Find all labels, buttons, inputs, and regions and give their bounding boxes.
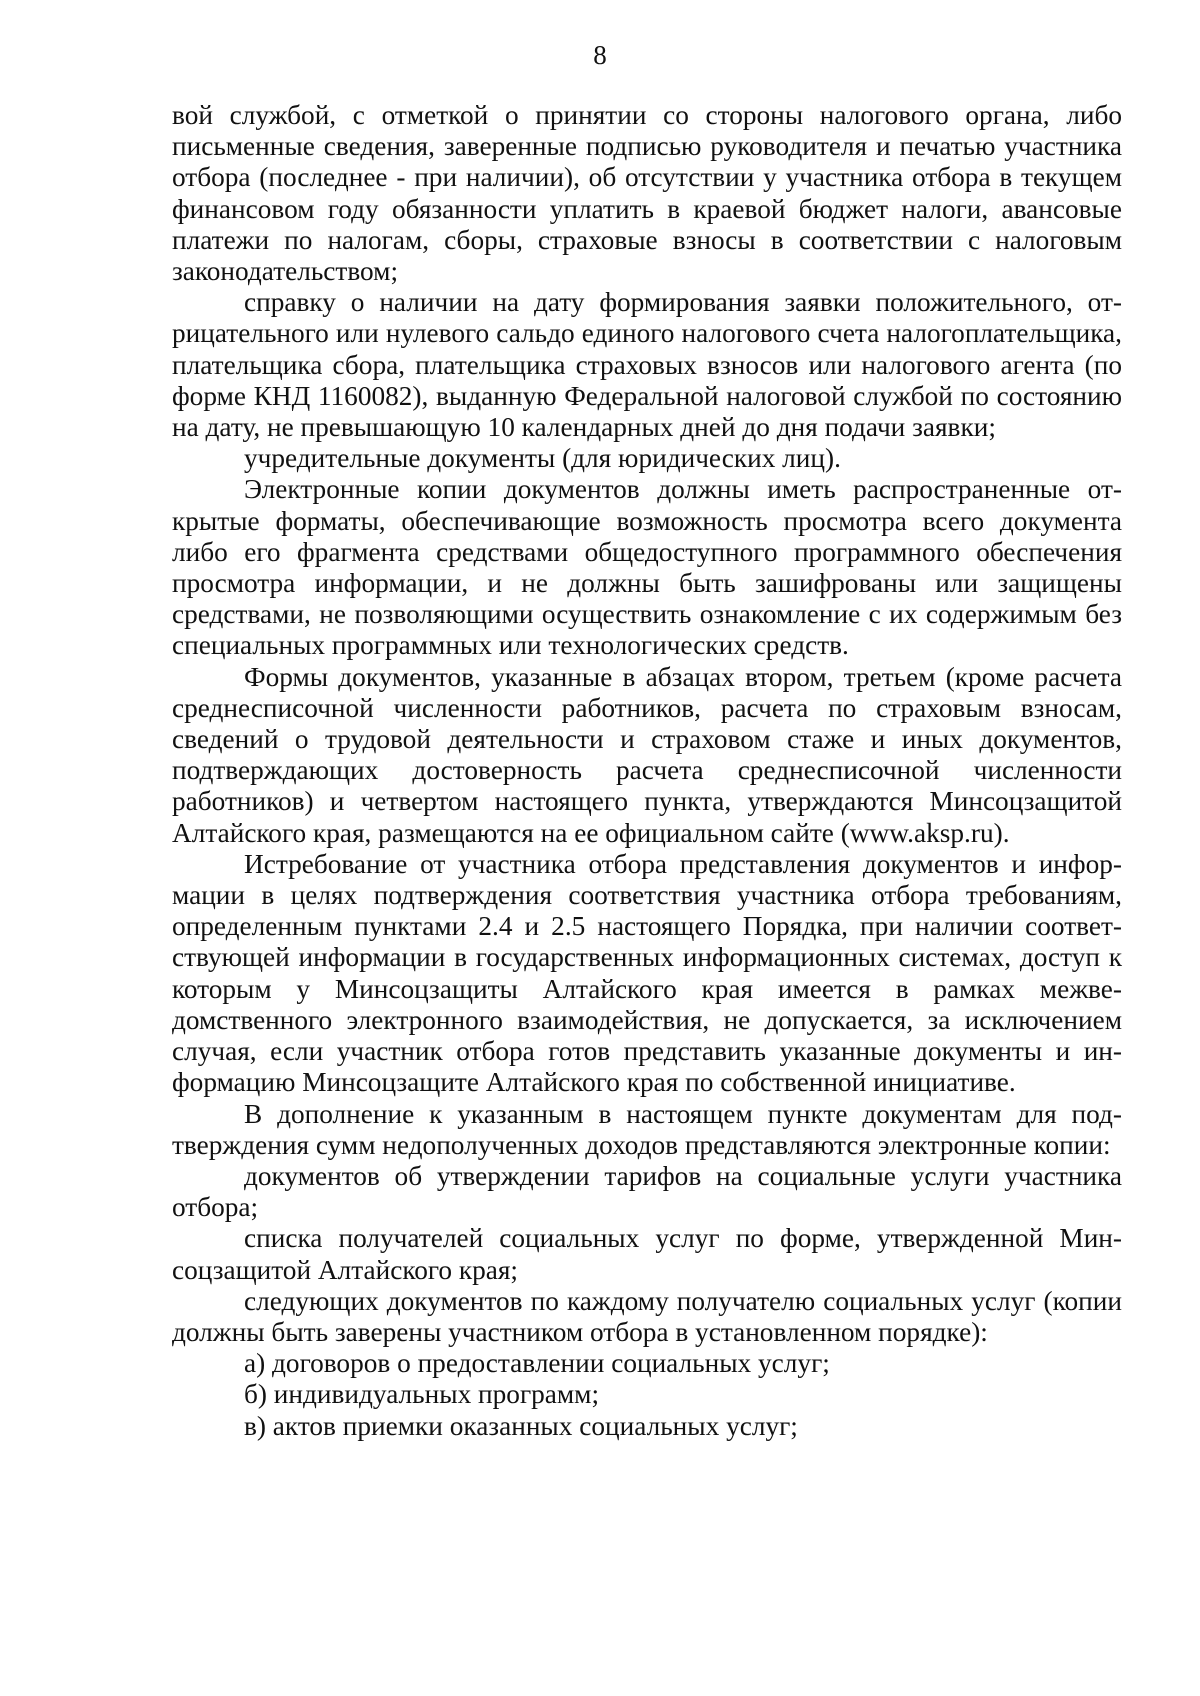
list-item-contracts: а) договоров о предоставлении социальных услуг;: [244, 1348, 830, 1379]
paragraph-per-recipient-documents: следующих документов по каждому получателю социальных услуг (копии должны быть заверены участником отбора в установленном порядке):: [172, 1285, 1122, 1347]
page-number: 8: [593, 40, 607, 70]
paragraph-document-forms: Формы документов, указанные в абзацах втором, третьем (кроме расчета среднесписочной численности работников, расчета по страховым взносам, сведений о трудовой деятельности и страховом стаже и иных документов, подтверждающих достоверность расчета среднесписочной численности работников) и четвертом настоящего пункта, утверждаются Минсоцзащитой Алтайского края, размещаются на ее официальном сайте (www.aksp.ru).: [172, 661, 1122, 848]
paragraph-tax-balance-certificate: справку о наличии на дату формирования заявки положительного, отрицательного или нулевого сальдо единого налогового счета налогоплательщика, плательщика сбора, плательщика страховых взносов или налогового агента (по форме КНД 1160082), выданную Федеральной налоговой службой по состоянию на дату, не превышающую 10 календарных дней до дня подачи заявки;: [172, 287, 1122, 443]
list-item-individual-programs: б) индивидуальных программ;: [244, 1379, 600, 1410]
paragraph-recipients-list: списка получателей социальных услуг по форме, утвержденной Минсоцзащитой Алтайского края;: [172, 1223, 1122, 1285]
paragraph-tariff-documents: документов об утверждении тарифов на социальные услуги участника отбора;: [172, 1160, 1122, 1223]
paragraph-founding-documents: учредительные документы (для юридических лиц).: [244, 443, 841, 474]
paragraph-continuation: вой службой, с отметкой о принятии со стороны налогового органа, либо письменные сведения, заверенные подписью руководителя и печатью участника отбора (последнее - при наличии), об отсутствии у участника отбора в текущем финансовом году обязанности уплатить в краевой бюджет налоги, авансовые платежи по налогам, сборы, страховые взносы в соответствии с налоговым законодательством;: [172, 100, 1122, 287]
paragraph-requisition: Истребование от участника отбора представления документов и информации в целях подтверждения соответствия участника отбора требованиям, определенным пунктами 2.4 и 2.5 настоящего Порядка, при наличии соответствующей информации в государственных информационных системах, доступ к которым у Минсоцзащиты Алтайского края имеется в рамках межведомственного электронного взаимодействия, не допускается, за исключением случая, если участник отбора готов представить указанные документы и информацию Минсоцзащите Алтайского края по собственной инициативе.: [172, 848, 1122, 1098]
list-item-acceptance-acts: в) актов приемки оказанных социальных услуг;: [244, 1410, 798, 1441]
paragraph-additional-copies: В дополнение к указанным в настоящем пункте документам для подтверждения сумм недополученных доходов представляются электронные копии:: [172, 1098, 1122, 1160]
paragraph-electronic-copies: Электронные копии документов должны иметь распространенные открытые форматы, обеспечивающие возможность просмотра всего документа либо его фрагмента средствами общедоступного программного обеспечения просмотра информации, и не должны быть зашифрованы или защищены средствами, не позволяющими осуществить ознакомление с их содержимым без специальных программных или технологических средств.: [172, 474, 1122, 661]
document-body: [172, 100, 1122, 1442]
